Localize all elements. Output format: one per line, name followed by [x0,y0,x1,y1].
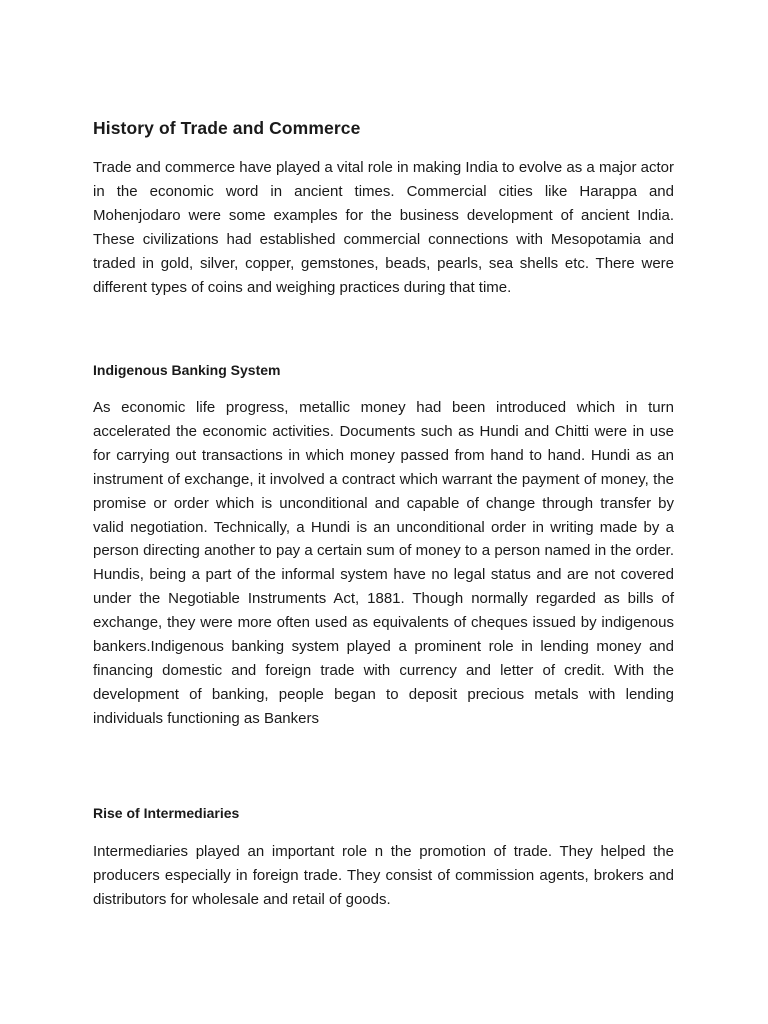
section-paragraph-indigenous-banking: As economic life progress, metallic money had been introduced which in turn accelerated the economic activities. Documents such as Hundi and Chitti were in use for carrying out transactions in which money passed from hand to hand. Hundi as an instrument of exchange, it involved a contract which warrant the payment of money, the promise or order which is unconditional and capable of change through transfer by valid negotiation. Technically, a Hundi is an unconditional order in writing made by a person directing another to pay a certain sum of money to a person named in the order. Hundis, being a part of the informal system have no legal status and are not covered under the Negotiable Instruments Act, 1881. Though normally regarded as bills of exchange, they were more often used as equivalents of cheques issued by indigenous bankers.Indigenous banking system played a prominent role in lending money and financing domestic and foreign trade with currency and letter of credit. With the development of banking, people began to deposit precious metals with lending individuals functioning as Bankers [93,399,674,727]
intro-paragraph: Trade and commerce have played a vital role in making India to evolve as a major actor in the economic word in ancient times. Commercial cities like Harappa and Mohenjodaro were some examples for the business development of ancient India. These civilizations had established commercial connections with Mesopotamia and traded in gold, silver, copper, gemstones, beads, pearls, sea shells etc. There were different types of coins and weighing practices during that time. [93,159,674,296]
section-heading-intermediaries: Rise of Intermediaries [93,805,240,821]
section-paragraph-intermediaries: Intermediaries played an important role n the promotion of trade. They helped the producers especially in foreign trade. They consist of commission agents, brokers and distributors for wholesale and retail of goods. [93,843,674,908]
page-title: History of Trade and Commerce [93,118,361,138]
section-heading-indigenous-banking: Indigenous Banking System [93,362,281,378]
